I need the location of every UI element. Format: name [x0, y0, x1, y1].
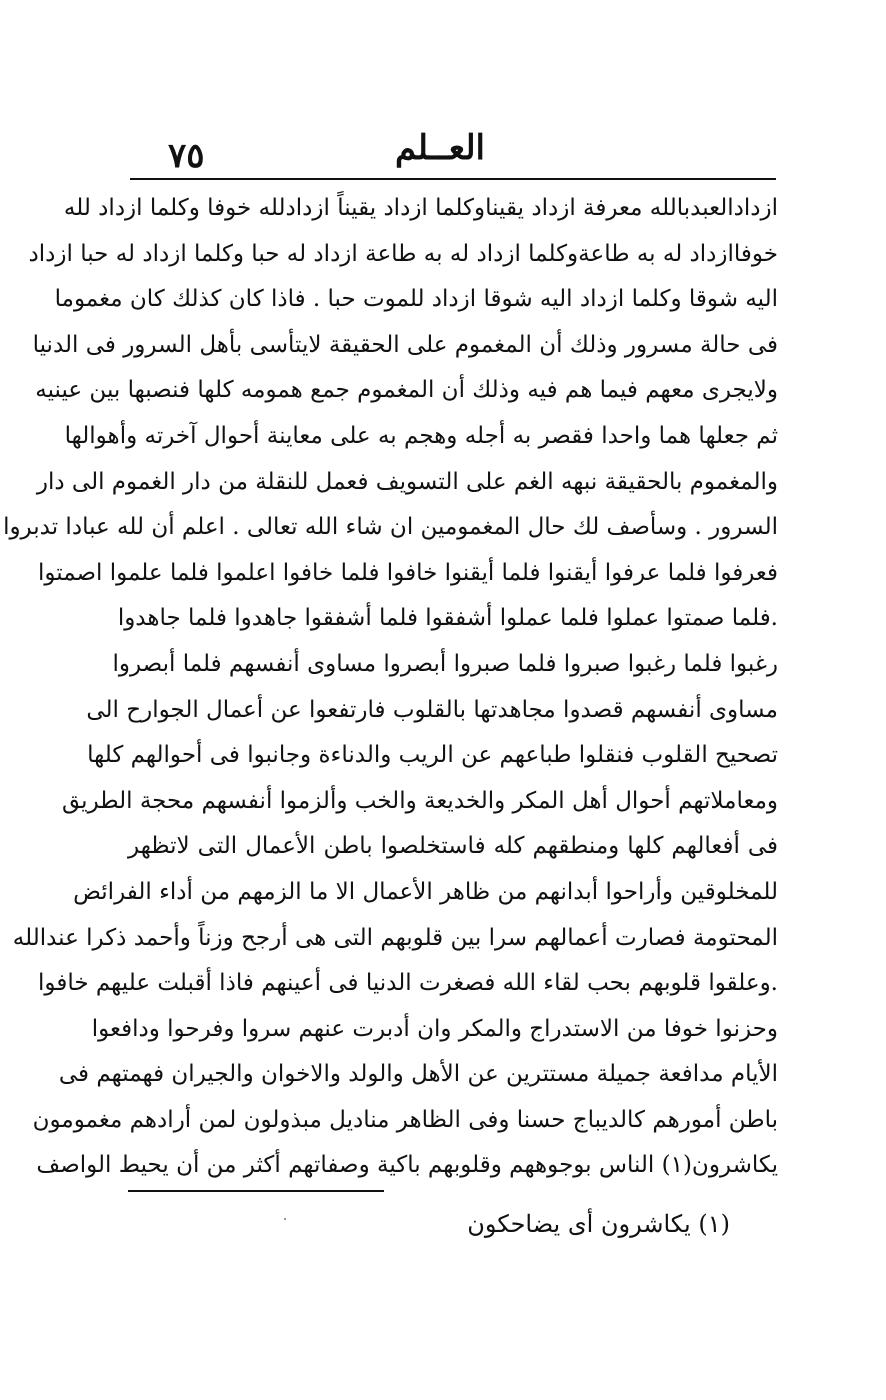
text-line: رغبوا فلما رغبوا صبروا فلما صبروا أبصروا مساوى أنفسهم فلما أبصروا	[112, 650, 778, 677]
text-line: اليه شوقا وكلما ازداد اليه شوقا ازداد للموت حبا . فاذا كان كذلك كان مغموما	[54, 286, 778, 313]
text-line: تصحيح القلوب فنقلوا طباعهم عن الريب والدناءة وجانبوا فى أحوالهم كلها	[87, 742, 778, 769]
text-line: ثم جعلها هما واحدا فقصر به أجله وهجم به على معاينة أحوال آخرته وأهوالها	[64, 422, 778, 449]
text-line: والمغموم بالحقيقة نبهه الغم على التسويف فعمل للنقلة من دار الغموم الى دار	[36, 468, 778, 495]
text-line: يكاشرون(١) الناس بوجوههم وقلوبهم باكية وصفاتهم أكثر من أن يحيط الواصف	[36, 1152, 778, 1179]
text-line: ولايجرى معهم فيما هم فيه وذلك أن المغموم جمع همومه كلها فنصبها بين عينيه	[35, 377, 778, 404]
header-rule	[130, 178, 776, 180]
page-number: ٧٥	[168, 136, 205, 176]
text-line: باطن أمورهم كالديباج حسنا وفى الظاهر مناديل مبذولون لمن أرادهم مغمومون	[32, 1106, 778, 1133]
text-line: .وعلقوا قلوبهم بحب لقاء الله فصغرت الدنيا فى أعينهم فاذا أقبلت عليهم خافوا	[38, 970, 778, 997]
footnote: (١) يكاشرون أى يضاحكون	[467, 1210, 730, 1238]
text-line: وحزنوا خوفا من الاستدراج والمكر وان أدبرت عنهم سروا وفرحوا ودافعوا	[91, 1015, 778, 1042]
text-line: المحتومة فصارت أعمالهم سرا بين قلوبهم التى هى أرجح وزناً وأحمد ذكرا عندالله	[12, 924, 778, 951]
text-line: فى أفعالهم كلها ومنطقهم كله فاستخلصوا باطن الأعمال التى لاتظهر	[128, 833, 778, 860]
footnote-rule	[128, 1190, 384, 1192]
running-title: العــلم	[394, 128, 485, 168]
text-line: فعرفوا فلما عرفوا أيقنوا فلما أيقنوا خافوا فلما خافوا اعلموا فلما علموا اصمتوا	[37, 559, 778, 586]
text-line: فى حالة مسرور وذلك أن المغموم على الحقيقة لايتأسى بأهل السرور فى الدنيا	[32, 331, 778, 358]
text-line: السرور . وسأصف لك حال المغمومين ان شاء الله تعالى . اعلم أن لله عبادا تدبروا	[3, 514, 778, 541]
text-line: ازدادالعبدبالله معرفة ازداد يقيناوكلما ازداد يقيناً ازدادلله خوفا وكلما ازداد لله	[63, 195, 778, 221]
text-line: خوفاازداد له به طاعةوكلما ازداد له به طاعة ازداد له حبا وكلما ازداد له حبا ازداد	[28, 240, 778, 267]
scan-speck	[284, 1218, 286, 1220]
text-line: مساوى أنفسهم قصدوا مجاهدتها بالقلوب فارتفعوا عن أعمال الجوارح الى	[86, 696, 778, 723]
text-line: .فلما صمتوا عملوا فلما عملوا أشفقوا فلما أشفقوا جاهدوا فلما جاهدوا	[117, 605, 778, 632]
text-line: ومعاملاتهم أحوال أهل المكر والخديعة والخب وألزموا أنفسهم محجة الطريق	[61, 787, 778, 814]
text-line: الأيام مدافعة جميلة مستترين عن الأهل والولد والاخوان والجيران فهمتهم فى	[58, 1061, 778, 1088]
text-line: للمخلوقين وأراحوا أبدانهم من ظاهر الأعمال الا ما الزمهم من أداء الفرائض	[73, 878, 778, 905]
body-text	[3, 186, 778, 1189]
